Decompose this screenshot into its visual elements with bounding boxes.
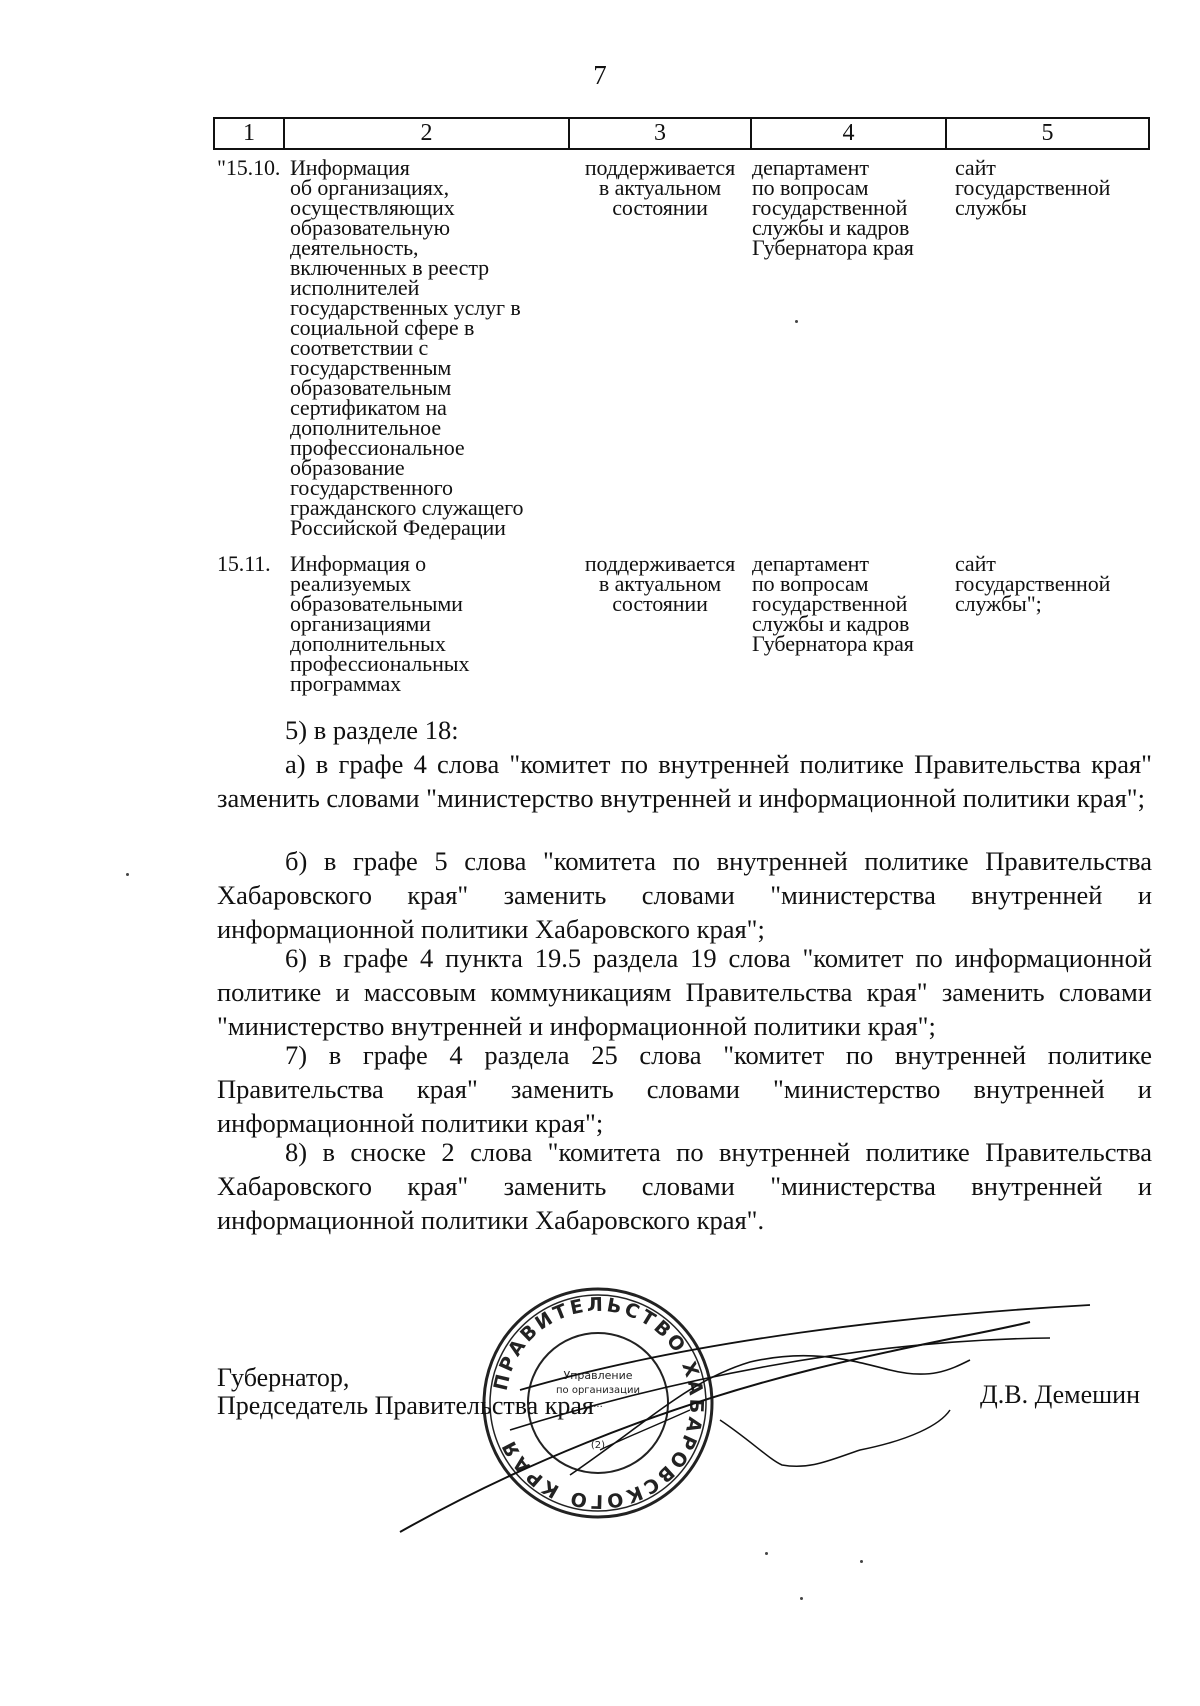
row-number: 15.11. — [217, 551, 271, 576]
row-number: "15.10. — [217, 155, 281, 180]
table-header-row — [213, 117, 1150, 150]
scan-speck — [795, 320, 798, 323]
signer-position-line-1: Губернатор, — [217, 1363, 350, 1392]
scan-speck — [860, 1560, 863, 1563]
row-department: департамент по вопросам государственной службы и кадров Губернатора края — [752, 551, 914, 656]
paragraph-5: 5) в разделе 18: — [285, 715, 459, 745]
signer-position-line-2: Председатель Правительства края — [217, 1391, 594, 1420]
column-header-2: 2 — [285, 119, 570, 148]
row-status: поддерживается в актуальном состоянии — [584, 551, 736, 616]
paragraph-8: 8) в сноске 2 слова "комитета по внутренней политике Правительства Хабаровского края" заменить словами "министерства внутренней и информационной политики Хабаровского края". — [217, 1137, 1152, 1235]
row-source: сайт государственной службы — [955, 155, 1111, 220]
page-number: 7 — [593, 60, 607, 90]
row-name: Информация о реализуемых образовательными организациями дополнительных профессиональных программах — [290, 551, 470, 696]
svg-text:Управление: Управление — [563, 1369, 633, 1382]
paragraph-5a: а) в графе 4 слова "комитет по внутренней политике Правительства края" заменить словами "министерство внутренней и информационной политики края"; — [217, 749, 1152, 813]
paragraph-6: 6) в графе 4 пункта 19.5 раздела 19 слова "комитет по информационной политике и массовым коммуникациям Правительства края" заменить словами "министерство внутренней и информационной политики края"; — [217, 943, 1152, 1041]
scan-speck — [765, 1552, 768, 1555]
handwritten-signature — [390, 1300, 1110, 1540]
column-header-4: 4 — [752, 119, 947, 148]
column-header-5: 5 — [1041, 120, 1054, 146]
svg-text:(2): (2) — [590, 1440, 606, 1451]
scan-speck — [800, 1597, 803, 1600]
svg-text:по организации: по организации — [556, 1385, 640, 1396]
row-status: поддерживается в актуальном состоянии — [584, 155, 736, 220]
signer-name: Д.В. Демешин — [980, 1380, 1141, 1409]
seal-outer-text: ПРАВИТЕЛЬСТВО ХАБАРОВСКОГО КРАЯ — [489, 1293, 708, 1513]
row-name: Информация об организациях, осуществляющих образовательную деятельность, включенных в реестр исполнителей государственных услуг в социальной сфере в соответствии с государственным образовательным сертификатом на дополнительное профессиональное образование государственного гражданского служащего Российской Федерации — [290, 155, 524, 540]
paragraph-7: 7) в графе 4 раздела 25 слова "комитет по внутренней политике Правительства края" заменить словами "министерство внутренней и информационной политики края"; — [217, 1040, 1152, 1138]
paragraph-5b: б) в графе 5 слова "комитета по внутренней политике Правительства Хабаровского края" заменить словами "министерства внутренней и информационной политики Хабаровского края"; — [217, 846, 1152, 944]
svg-text:...: ... — [593, 1399, 603, 1410]
column-header-3: 3 — [570, 119, 752, 148]
row-source: сайт государственной службы"; — [955, 551, 1111, 616]
row-department: департамент по вопросам государственной службы и кадров Губернатора края — [752, 155, 914, 260]
column-header-1: 1 — [215, 119, 285, 148]
scan-speck — [126, 873, 129, 876]
